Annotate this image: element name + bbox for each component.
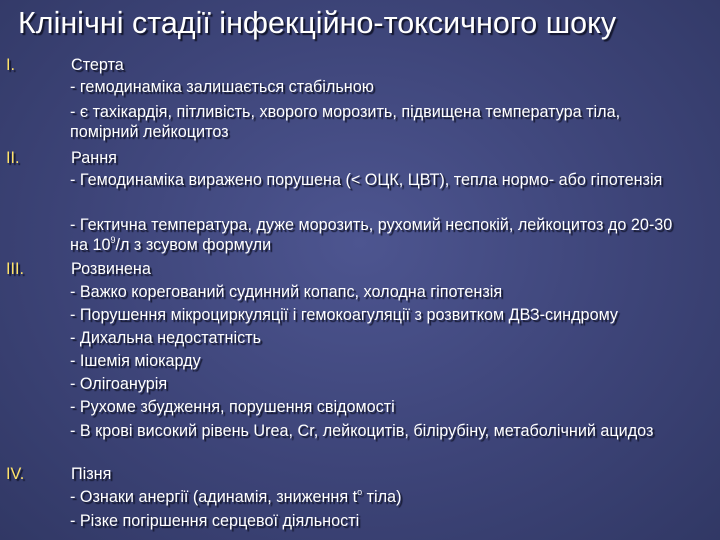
- stage-4-item-1-degree: о: [357, 487, 363, 497]
- stage-3-item-4-text: - Ішемія міокарду: [70, 352, 201, 370]
- stage-3-item-3-text: - Дихальна недостатність: [70, 329, 262, 347]
- stage-3-item-2-text: - Порушення мікроциркуляції і гемокоагуляції з розвитком ДВЗ-синдрому: [70, 306, 618, 324]
- stage-3-item-5-text: - Олігоанурія: [70, 375, 168, 393]
- stage-4-numeral: IV.: [6, 465, 25, 483]
- stage-2-item-2-part-a: - Гектична температура, дуже морозить, рухомий неспокій, лейкоцитоз до 20-30 на 10: [70, 216, 673, 254]
- stage-4-item-1-part-b: тіла): [362, 488, 402, 506]
- stage-3-item-7-text: - В крові високий рівень Urea, Cr, лейкоцитів, білірубіну, метаболічний ацидоз: [70, 422, 654, 440]
- stage-4-item-1-text: [70, 488, 688, 508]
- stage-3-numeral: III.: [6, 260, 24, 278]
- stage-4-item-2-text: - Різке погіршення серцевої діяльності: [70, 512, 360, 530]
- stage-1-item-2-text: - є тахікардія, пітливість, хворого морозить, підвищена температура тіла, помірний лейкоцитоз: [70, 103, 621, 141]
- stage-3-item-1-text: - Важко корегований судинний копапс, холодна гіпотензія: [70, 283, 503, 301]
- stage-4-name: Пізня: [71, 465, 112, 483]
- stage-3-item-6-text: - Рухоме збудження, порушення свідомості: [70, 398, 395, 416]
- stage-2-item-2-text: [70, 216, 688, 255]
- stage-2-item-2-exponent: 9: [110, 234, 116, 245]
- stage-2-item-2-part-b: /л з зсувом формули: [115, 235, 272, 254]
- slide-title: Клінічні стадії інфекційно-токсичного шоку: [18, 6, 617, 40]
- stage-2-name: Рання: [71, 149, 117, 167]
- stage-4-item-1-part-a: - Ознаки анергії (адинамія, зниження t: [70, 488, 358, 506]
- stage-3-name: Розвинена: [71, 260, 151, 278]
- stage-1-numeral: I.: [6, 56, 15, 74]
- stage-1-name: Стерта: [71, 56, 124, 74]
- stage-1-item-1-text: - гемодинаміка залишається стабільною: [70, 78, 374, 96]
- stage-2-numeral: II.: [6, 149, 20, 167]
- stage-2-item-1-text: - Гемодинаміка виражено порушена (< ОЦК, ЦВТ), тепла нормо- або гіпотензія: [70, 171, 663, 189]
